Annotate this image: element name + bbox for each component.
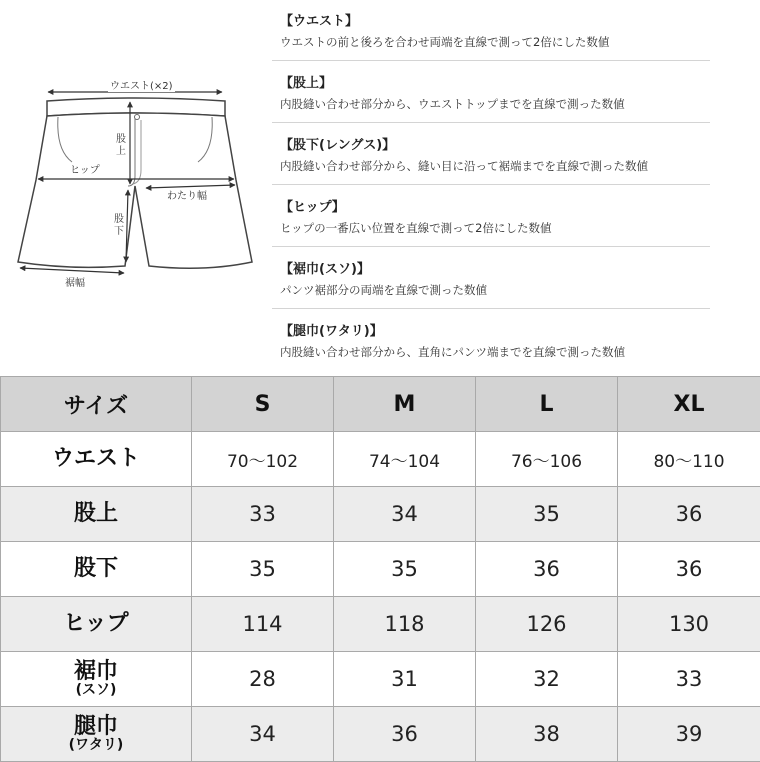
table-cell: 34	[334, 487, 476, 542]
definition-desc-hem: パンツ裾部分の両端を直線で測った数値	[280, 282, 487, 298]
definition-title-rise: 【股上】	[280, 72, 332, 91]
table-cell: 36	[476, 542, 618, 597]
shorts-measurement-diagram	[0, 0, 270, 370]
row-label-sub: (ワタリ)	[1, 738, 191, 753]
table-row-hem	[1, 652, 760, 707]
table-cell: 35	[192, 542, 334, 597]
header-l: L	[476, 377, 618, 432]
table-cell: 114	[192, 597, 334, 652]
thigh-diagram-label: わたり幅	[167, 192, 207, 202]
table-row-rise	[1, 487, 760, 542]
table-cell: 36	[618, 542, 760, 597]
header-m: M	[334, 377, 476, 432]
table-cell: 38	[476, 707, 618, 762]
table-row-thigh	[1, 707, 760, 762]
table-cell: 36	[618, 487, 760, 542]
table-cell: 34	[192, 707, 334, 762]
table-cell: 126	[476, 597, 618, 652]
row-label-sub: (スソ)	[1, 683, 191, 698]
definition-desc-rise: 内股縫い合わせ部分から、ウエストトップまでを直線で測った数値	[280, 96, 625, 112]
table-cell: 70～102	[192, 432, 334, 487]
row-label-hem	[1, 652, 192, 707]
table-cell: 33	[618, 652, 760, 707]
table-cell: 28	[192, 652, 334, 707]
table-row-inseam	[1, 542, 760, 597]
row-label: ヒップ	[1, 597, 192, 652]
table-cell: 36	[334, 707, 476, 762]
table-cell: 35	[476, 487, 618, 542]
definition-desc-waist: ウエストの前と後ろを合わせ両端を直線で測って2倍にした数値	[280, 34, 609, 50]
table-cell: 33	[192, 487, 334, 542]
definition-title-hem: 【裾巾(スソ)】	[280, 258, 370, 277]
table-cell: 80～110	[618, 432, 760, 487]
table-cell: 76～106	[476, 432, 618, 487]
table-row-waist	[1, 432, 760, 487]
header-s: S	[192, 377, 334, 432]
table-cell: 130	[618, 597, 760, 652]
definition-desc-inseam: 内股縫い合わせ部分から、縫い目に沿って裾端までを直線で測った数値	[280, 158, 648, 174]
shorts-illustration	[0, 0, 270, 370]
definition-title-thigh: 【腿巾(ワタリ)】	[280, 320, 383, 339]
definition-desc-thigh: 内股縫い合わせ部分から、直角にパンツ端までを直線で測った数値	[280, 344, 625, 360]
table-cell: 118	[334, 597, 476, 652]
definition-divider	[272, 246, 710, 247]
header-xl: XL	[618, 377, 760, 432]
definition-title-waist: 【ウエスト】	[280, 10, 358, 29]
definition-divider	[272, 122, 710, 123]
definition-divider	[272, 308, 710, 309]
definition-divider	[272, 60, 710, 61]
definition-desc-hip: ヒップの一番広い位置を直線で測って2倍にした数値	[280, 220, 551, 236]
table-cell: 74～104	[334, 432, 476, 487]
table-header-row	[1, 377, 760, 432]
hem-diagram-label: 裾幅	[65, 279, 85, 289]
table-cell: 31	[334, 652, 476, 707]
definition-title-inseam: 【股下(レングス)】	[280, 134, 395, 153]
table-row-hip	[1, 597, 760, 652]
row-label-main: 裾巾	[74, 659, 118, 684]
size-chart-table	[0, 376, 760, 762]
row-label: ウエスト	[1, 432, 192, 487]
table-cell: 35	[334, 542, 476, 597]
row-label: 股下	[1, 542, 192, 597]
rise-diagram-label: 股上	[115, 134, 127, 158]
hip-diagram-label: ヒップ	[70, 166, 100, 176]
definition-divider	[272, 184, 710, 185]
row-label: 股上	[1, 487, 192, 542]
row-label-main: 腿巾	[74, 714, 118, 739]
row-label-thigh	[1, 707, 192, 762]
waist-diagram-label: ウエスト(×2)	[108, 82, 175, 92]
definition-title-hip: 【ヒップ】	[280, 196, 345, 215]
table-cell: 39	[618, 707, 760, 762]
table-cell: 32	[476, 652, 618, 707]
header-size: サイズ	[1, 377, 192, 432]
inseam-diagram-label: 股下	[113, 214, 125, 238]
